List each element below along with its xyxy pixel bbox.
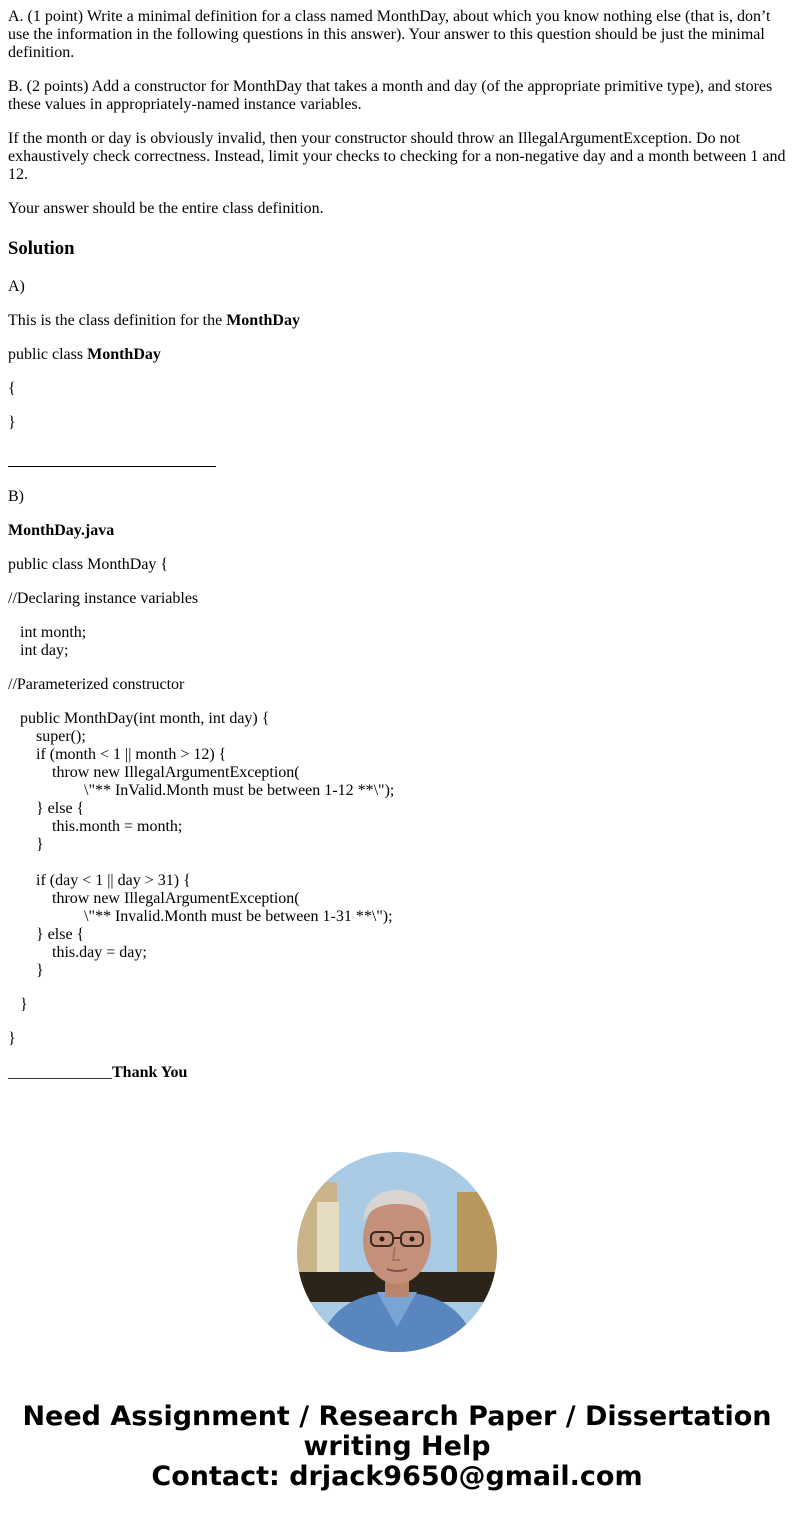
solution-a-close-brace: } [8, 414, 16, 431]
code-line: this.month = month; [8, 818, 183, 835]
promo-line-2: writing Help [303, 1431, 491, 1462]
promo-banner [0, 1402, 794, 1492]
thank-you-line [8, 1064, 786, 1082]
code-line: throw new IllegalArgumentException( [8, 890, 300, 907]
solution-a-label: A) [8, 278, 25, 295]
solution-b-comment-ctor: //Parameterized constructor [8, 676, 185, 693]
code-line: \"** Invalid.Month must be between 1-31 **\"); [8, 908, 393, 925]
author-photo-area [0, 1152, 794, 1352]
solution-a-code-classname: MonthDay [87, 346, 161, 363]
solution-a-intro-classname: MonthDay [226, 312, 300, 329]
code-line: if (day < 1 || day > 31) { [8, 872, 191, 889]
question-part-b-detail: If the month or day is obviously invalid, then your constructor should throw an IllegalArgumentException. Do not exhaustively check correctness. Instead, limit your checks to checking for a non-negative day and a month between 1 and 12. [8, 130, 786, 183]
code-line: int month; [8, 624, 87, 641]
divider-rule [8, 448, 216, 467]
solution-b-class-decl: public class MonthDay { [8, 556, 169, 573]
constructor-close-brace [8, 996, 786, 1014]
solution-a-intro [8, 312, 786, 330]
solution-a-code-text: public class [8, 346, 88, 363]
filename-text: MonthDay.java [8, 522, 115, 539]
code-line: this.day = day; [8, 944, 147, 961]
code-line: super(); [8, 728, 86, 745]
code-line: } [8, 996, 28, 1013]
class-close-brace: } [8, 1030, 16, 1047]
code-line: } [8, 836, 44, 853]
code-line: \"** InValid.Month must be between 1-12 **\"); [8, 782, 395, 799]
code-block-constructor [8, 710, 786, 980]
thank-you-underline: _____________ [8, 1064, 112, 1081]
promo-line-1: Need Assignment / Research Paper / Dissertation [22, 1401, 772, 1432]
solution-b-comment-vars: //Declaring instance variables [8, 590, 199, 607]
author-portrait-icon [297, 1152, 497, 1352]
solution-b-filename [8, 522, 786, 540]
section-divider [8, 448, 786, 472]
code-line: public MonthDay(int month, int day) { [8, 710, 270, 727]
code-line: int day; [8, 642, 69, 659]
code-block-vars [8, 624, 786, 660]
question-part-b-note: Your answer should be the entire class definition. [8, 200, 324, 217]
promo-contact: Contact: drjack9650@gmail.com [151, 1461, 643, 1492]
code-line: } else { [8, 926, 85, 943]
thank-you-text: Thank You [112, 1064, 188, 1081]
code-line: } else { [8, 800, 85, 817]
author-avatar [297, 1152, 497, 1352]
code-line: throw new IllegalArgumentException( [8, 764, 300, 781]
solution-a-open-brace: { [8, 380, 16, 397]
code-line: if (month < 1 || month > 12) { [8, 746, 227, 763]
solution-a-code [8, 346, 786, 364]
solution-a-intro-text: This is the class definition for the [8, 312, 227, 329]
code-line: } [8, 962, 44, 979]
solution-heading: Solution [8, 238, 75, 259]
solution-b-label: B) [8, 488, 24, 505]
question-part-b: B. (2 points) Add a constructor for MonthDay that takes a month and day (of the appropriate primitive type), and stores these values in appropriately-named instance variables. [8, 78, 773, 113]
question-part-a: A. (1 point) Write a minimal definition for a class named MonthDay, about which you know nothing else (that is, don’t use the information in the following questions in this answer). Your answer to this question should be just the minimal definition. [8, 8, 771, 61]
